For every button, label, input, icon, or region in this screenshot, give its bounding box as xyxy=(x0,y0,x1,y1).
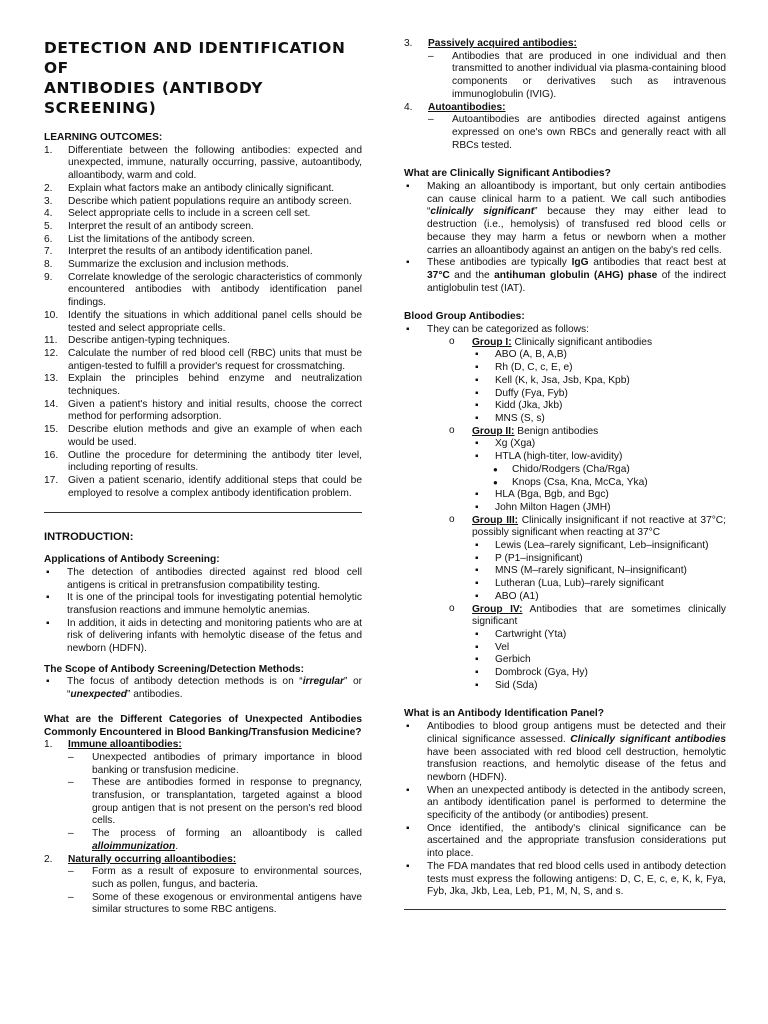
item-number: 11. xyxy=(44,335,58,347)
item-text: Interpret the results of an antibody identification panel. xyxy=(68,246,313,258)
antigen-item: ▪ Gerbich xyxy=(472,654,726,667)
antigen-item: ▪ Sid (Sda) xyxy=(472,680,726,693)
group-list xyxy=(427,337,726,693)
list-item: ▪ They can be categorized as follows: o Group I: Clinically significant antibodies ▪ ABO (A, B, A,B) ▪ Rh (D, C, c, E, e) ▪ Kell (K, k, Jsa, Jsb, Kpa, Kpb) ▪ Duffy (Fya, Fyb) ▪ Kidd (Jka, Jkb) ▪ MNS (S, s) o Group II: Benign antibodies ▪ Xg (Xga) ▪ HTLA (high-titer, low-avidity) ● Chido/Rodgers (Cha/Rga) ● Knops (Csa, Kna, McCa, Yka) ▪ HLA (Bga, Bgb, and Bgc) ▪ John Milton Hagen (JMH) o Group III: Clinically insignificant if not reactive at 37°C; possibly significant when reacting at 37°C ▪ Lewis (Lea–rarely significant, Leb–insignificant) ▪ P (P1–insignificant) ▪ MNS (M–rarely significant, N–insignificant) ▪ Lutheran (Lua, Lub)–rarely significant ▪ ABO (A1) o Group IV: Antibodies that are sometimes clinically significant ▪ Cartwright (Yta) ▪ Vel ▪ Gerbich ▪ Dombrock (Gya, Hy) ▪ Sid (Sda) xyxy=(404,324,726,692)
item-number: 15. xyxy=(44,424,59,436)
item-text: List the limitations of the antibody screen. xyxy=(68,233,255,245)
list-item: ▪ The focus of antibody detection methods is on “irregular” or “unexpected” antibodies. xyxy=(44,676,362,701)
group-3: o Group III: Clinically insignificant if not reactive at 37°C; possibly significant when reacting at 37°C ▪ Lewis (Lea–rarely significant, Leb–insignificant) ▪ P (P1–insignificant) ▪ MNS (M–rarely significant, N–insignificant) ▪ Lutheran (Lua, Lub)–rarely significant ▪ ABO (A1) xyxy=(449,515,726,604)
item-number: 2. xyxy=(44,182,53,194)
category-4-title: Autoantibodies: xyxy=(428,101,506,113)
applications-heading: Applications of Antibody Screening: xyxy=(44,554,220,566)
item-text: Correlate knowledge of the serologic characteristics of commonly encountered antibodies with antibody identification panel findings. xyxy=(68,271,362,309)
item-text: Calculate the number of red blood cell (RBC) units that must be antigen-tested to fulfill a provider's request for crossmatching. xyxy=(68,347,362,372)
applications-list xyxy=(44,567,362,656)
learning-outcome-item xyxy=(44,196,362,209)
category-1-list xyxy=(44,752,362,828)
category-4-list xyxy=(404,114,726,152)
learning-outcome-item xyxy=(44,272,362,310)
section-divider xyxy=(404,909,726,910)
item-number: 9. xyxy=(44,271,53,283)
category-2-title: Naturally occurring alloantibodies: xyxy=(68,853,237,865)
antigen-item: ▪ Lutheran (Lua, Lub)–rarely significant xyxy=(472,578,726,591)
item-text: Given a patient's history and initial results, choose the correct method for performing adsorption. xyxy=(68,398,362,423)
item-number: 14. xyxy=(44,398,59,410)
group-3-items xyxy=(472,540,726,604)
list-item: ▪ When an unexpected antibody is detected in the antibody screen, an antibody identification panel is performed to determine the specificity of the antibody (or antibodies) present. xyxy=(404,785,726,823)
item-text: Interpret the result of an antibody screen. xyxy=(68,220,254,232)
item-number: 4. xyxy=(44,208,53,220)
item-number: 7. xyxy=(44,246,53,258)
item-text: Identify the situations in which additional panel cells should be tested and select appropriate cells. xyxy=(68,309,362,334)
learning-outcomes-heading: LEARNING OUTCOMES: xyxy=(44,132,163,143)
list-item: – Some of these exogenous or environmental antigens have similar structures to some RBC antigens. xyxy=(68,892,362,917)
antigen-item: ▪ HTLA (high-titer, low-avidity) xyxy=(472,451,726,464)
learning-outcome-item xyxy=(44,373,362,398)
group-1-items xyxy=(472,349,726,425)
item-number: 17. xyxy=(44,474,59,486)
antigen-item: ▪ P (P1–insignificant) xyxy=(472,553,726,566)
list-item: – The process of forming an alloantibody is called alloimmunization. xyxy=(68,828,362,853)
clinically-significant-term: clinically significant xyxy=(430,206,535,218)
blood-group-antibodies-list xyxy=(404,324,726,692)
item-number: 1. xyxy=(44,144,53,156)
antigen-item: ▪ Lewis (Lea–rarely significant, Leb–insignificant) xyxy=(472,540,726,553)
list-item: ▪ Making an alloantibody is important, but only certain antibodies can cause clinical harm to a patient. We call such antibodies “clinically significant” because they may either lead to destruction (i.e., hemolysis) of transfused red blood cells or because they may harm a fetus or newborn when a mother carries an alloantibody against an antigen on the baby's red cells. xyxy=(404,181,726,257)
group-4: o Group IV: Antibodies that are sometimes clinically significant ▪ Cartwright (Yta) ▪ Vel ▪ Gerbich ▪ Dombrock (Gya, Hy) ▪ Sid (Sda) xyxy=(449,604,726,693)
list-item: ▪ Once identified, the antibody's clinical significance can be ascertained and the appropriate transfusion considerations put into place. xyxy=(404,823,726,861)
panel-list xyxy=(404,721,726,899)
antigen-subitem: ● Chido/Rodgers (Cha/Rga) xyxy=(490,464,726,477)
item-text: Explain the principles behind enzyme and neutralization techniques. xyxy=(68,373,362,398)
learning-outcome-item xyxy=(44,221,362,234)
antigen-item: ▪ Kidd (Jka, Jkb) xyxy=(472,400,726,413)
item-text: Select appropriate cells to include in a screen cell set. xyxy=(68,208,311,220)
item-number: 10. xyxy=(44,309,59,321)
item-number: 16. xyxy=(44,449,59,461)
antigen-item: ▪ Dombrock (Gya, Hy) xyxy=(472,667,726,680)
left-column xyxy=(44,38,362,917)
document-title xyxy=(44,38,362,118)
scope-heading: The Scope of Antibody Screening/Detection Methods: xyxy=(44,663,304,675)
antigen-item: ▪ Vel xyxy=(472,642,726,655)
learning-outcome-item xyxy=(44,335,362,348)
item-number: 5. xyxy=(44,220,53,232)
antigen-item: ▪ Duffy (Fya, Fyb) xyxy=(472,388,726,401)
list-item: ▪ In addition, it aids in detecting and monitoring patients who are at risk of delivering infants with hemolytic disease of the fetus and newborn (HDFN). xyxy=(44,618,362,656)
alloimmunization-term: alloimmunization xyxy=(92,840,176,852)
learning-outcome-item xyxy=(44,399,362,424)
antigen-item: ▪ John Milton Hagen (JMH) xyxy=(472,502,726,515)
category-3-title: Passively acquired antibodies: xyxy=(428,38,577,49)
list-item: – These are antibodies formed in response to pregnancy, transfusion, or transplantation, targeted against a blood group antigen that is not present on the person's red blood cells. xyxy=(68,777,362,828)
clinically-significant-antibodies-term: Clinically significant antibodies xyxy=(570,733,726,745)
learning-outcome-item xyxy=(44,183,362,196)
group-2: o Group II: Benign antibodies ▪ Xg (Xga) ▪ HTLA (high-titer, low-avidity) ● Chido/Rodgers (Cha/Rga) ● Knops (Csa, Kna, McCa, Yka) ▪ HLA (Bga, Bgb, and Bgc) ▪ John Milton Hagen (JMH) xyxy=(449,426,726,515)
category-3-list xyxy=(404,51,726,102)
item-text: Outline the procedure for determining the antibody titer level, including reporting of results. xyxy=(68,449,362,474)
list-item: – Autoantibodies are antibodies directed against antigens expressed on one's own RBCs and generally react with all RBCs tested. xyxy=(428,114,726,152)
learning-outcome-item xyxy=(44,145,362,183)
item-text: Describe antigen-typing techniques. xyxy=(68,335,230,347)
list-item: – Unexpected antibodies of primary importance in blood banking or transfusion medicine. xyxy=(68,752,362,777)
list-item: ▪ The detection of antibodies directed against red blood cell antigens is critical in pretransfusion compatibility testing. xyxy=(44,567,362,592)
item-number: 8. xyxy=(44,259,53,271)
learning-outcome-item xyxy=(44,234,362,247)
antigen-item: ▪ ABO (A1) xyxy=(472,591,726,604)
group-2-subitems xyxy=(472,464,726,489)
group-4-items xyxy=(472,629,726,693)
list-item: ▪ The FDA mandates that red blood cells used in antibody detection tests must express the following antigens: D, C, E, c, e, K, k, Fya, Fyb, Jka, Jkb, Lea, Leb, P1, M, N, S, and s. xyxy=(404,861,726,899)
learning-outcome-item xyxy=(44,450,362,475)
section-divider xyxy=(44,512,362,513)
category-1-last xyxy=(44,828,362,853)
group-2-items xyxy=(472,438,726,463)
antigen-subitem: ● Knops (Csa, Kna, McCa, Yka) xyxy=(490,477,726,490)
category-2: 2. Naturally occurring alloantibodies: xyxy=(44,853,237,865)
item-text: Given a patient scenario, identify additional steps that could be employed to resolve a complex antibody identification problem. xyxy=(68,474,362,499)
category-4: 4. Autoantibodies: xyxy=(404,101,506,113)
item-text: Differentiate between the following antibodies: expected and unexpected, immune, naturally occurring, passive, autoantibody, alloantibody, warm and cold. xyxy=(68,144,362,182)
item-text: Explain what factors make an antibody clinically significant. xyxy=(68,182,335,194)
unexpected-term: unexpected xyxy=(70,689,128,701)
item-number: 13. xyxy=(44,373,59,385)
antigen-item: ▪ Cartwright (Yta) xyxy=(472,629,726,642)
antigen-item: ▪ MNS (M–rarely significant, N–insignificant) xyxy=(472,565,726,578)
scope-list xyxy=(44,676,362,701)
list-item: – Form as a result of exposure to environmental sources, such as pollen, fungus, and bacteria. xyxy=(68,866,362,891)
learning-outcome-item xyxy=(44,310,362,335)
title-line-2: ANTIBODIES (ANTIBODY SCREENING) xyxy=(44,79,263,117)
antigen-item: ▪ Xg (Xga) xyxy=(472,438,726,451)
list-item: ▪ Antibodies to blood group antigens must be detected and their clinical significance assessed. Clinically significant antibodies have been associated with red blood cell destruction, hemolytic transfusion reactions, and hemolytic disease of the fetus and newborn (HDFN). xyxy=(404,721,726,785)
learning-outcome-item xyxy=(44,424,362,449)
title-line-1: DETECTION AND IDENTIFICATION OF xyxy=(44,39,346,77)
learning-outcome-item xyxy=(44,348,362,373)
item-text: Summarize the exclusion and inclusion methods. xyxy=(68,259,289,271)
learning-outcome-item xyxy=(44,246,362,259)
learning-outcomes-list xyxy=(44,145,362,501)
learning-outcome-item xyxy=(44,208,362,221)
learning-outcome-item xyxy=(44,475,362,500)
learning-outcome-item xyxy=(44,259,362,272)
list-item: ▪ It is one of the principal tools for investigating potential hemolytic transfusion reactions and immune hemolytic anemias. xyxy=(44,592,362,617)
panel-heading: What is an Antibody Identification Panel? xyxy=(404,708,604,720)
item-number: 6. xyxy=(44,233,53,245)
antigen-item: ▪ Rh (D, C, c, E, e) xyxy=(472,362,726,375)
clinically-significant-list xyxy=(404,181,726,295)
clinically-significant-heading: What are Clinically Significant Antibodies? xyxy=(404,168,611,180)
category-1: 1. Immune alloantibodies: xyxy=(44,739,182,751)
list-item: ▪ These antibodies are typically IgG antibodies that react best at 37°C and the antihuman globulin (AHG) phase of the indirect antiglobulin test (IAT). xyxy=(404,257,726,295)
item-number: 12. xyxy=(44,347,59,359)
antigen-item: ▪ ABO (A, B, A,B) xyxy=(472,349,726,362)
introduction-heading: INTRODUCTION: xyxy=(44,531,134,544)
categories-heading: What are the Different Categories of Unexpected Antibodies Commonly Encountered in Blood Banking/Transfusion Medicine? xyxy=(44,713,362,738)
category-1-title: Immune alloantibodies: xyxy=(68,739,182,751)
item-text: Describe which patient populations require an antibody screen. xyxy=(68,195,352,207)
blood-group-antibodies-heading: Blood Group Antibodies: xyxy=(404,311,525,323)
category-2-list xyxy=(44,866,362,917)
category-3: 3. Passively acquired antibodies: xyxy=(404,38,577,49)
item-number: 3. xyxy=(44,195,53,207)
list-item: – Antibodies that are produced in one individual and then transmitted to another individual via plasma-containing blood components or derivatives such as intravenous immunoglobulin (IVIG). xyxy=(428,51,726,102)
right-column xyxy=(404,38,726,910)
antigen-item: ▪ HLA (Bga, Bgb, and Bgc) xyxy=(472,489,726,502)
irregular-term: irregular xyxy=(302,676,345,688)
item-text: Describe elution methods and give an example of when each would be used. xyxy=(68,424,362,448)
group-2-items-b xyxy=(472,489,726,514)
antigen-item: ▪ MNS (S, s) xyxy=(472,413,726,426)
group-1: o Group I: Clinically significant antibodies ▪ ABO (A, B, A,B) ▪ Rh (D, C, c, E, e) ▪ Kell (K, k, Jsa, Jsb, Kpa, Kpb) ▪ Duffy (Fya, Fyb) ▪ Kidd (Jka, Jkb) ▪ MNS (S, s) xyxy=(449,337,726,426)
antigen-item: ▪ Kell (K, k, Jsa, Jsb, Kpa, Kpb) xyxy=(472,375,726,388)
